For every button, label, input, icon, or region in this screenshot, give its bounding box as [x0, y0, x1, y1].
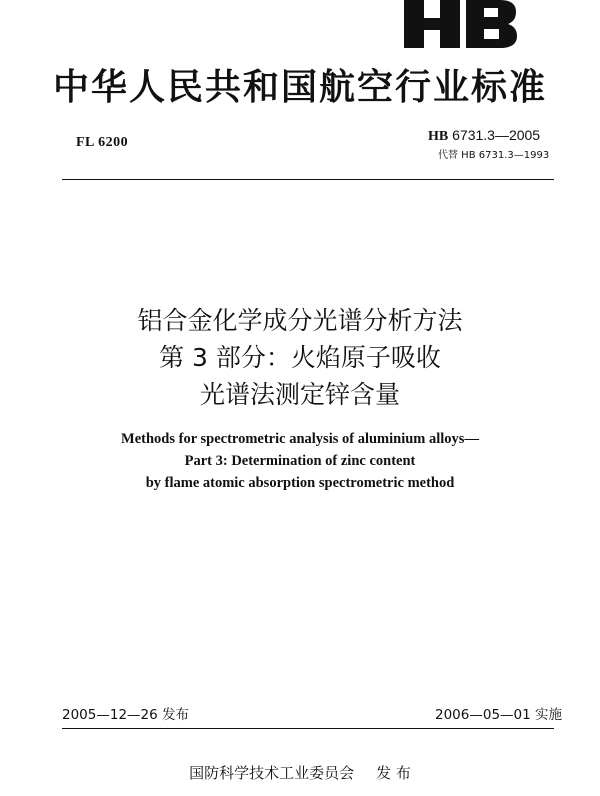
- footer-divider: [62, 728, 554, 729]
- chinese-title-line-2: 第 3 部分：火焰原子吸收: [159, 343, 441, 372]
- issue-date: 2005—12—26 发布: [62, 707, 190, 723]
- issuing-authority: [0, 762, 600, 783]
- chinese-title-line-3: 光谱法测定锌含量: [199, 380, 400, 409]
- standard-category-title: 中华人民共和国航空行业标准: [52, 67, 547, 108]
- english-title-line-1: Methods for spectrometric analysis of aluminium alloys—: [121, 431, 479, 447]
- issuer-action: 发 布: [376, 764, 411, 782]
- header-divider: [62, 179, 554, 180]
- english-title-line-3: by flame atomic absorption spectrometric method: [145, 475, 455, 491]
- chinese-title: [0, 302, 600, 413]
- english-title-line-2: Part 3: Determination of zinc content: [184, 453, 416, 469]
- hb-logo: [402, 0, 518, 50]
- english-title: [0, 428, 600, 494]
- implementation-date: 2006—05—01 实施: [435, 707, 563, 723]
- replaces-standard: 代替 HB 6731.3—1993: [438, 150, 550, 161]
- issuer-name: 国防科学技术工业委员会: [189, 764, 355, 782]
- standard-number: [428, 127, 540, 145]
- chinese-title-line-1: 铝合金化学成分光谱分析方法: [137, 306, 463, 335]
- standard-number-value: 6731.3—2005: [452, 127, 541, 143]
- hb-logo-icon: [402, 0, 518, 50]
- ics-classification-code: FL 6200: [76, 135, 129, 150]
- standard-number-prefix: HB: [428, 129, 449, 144]
